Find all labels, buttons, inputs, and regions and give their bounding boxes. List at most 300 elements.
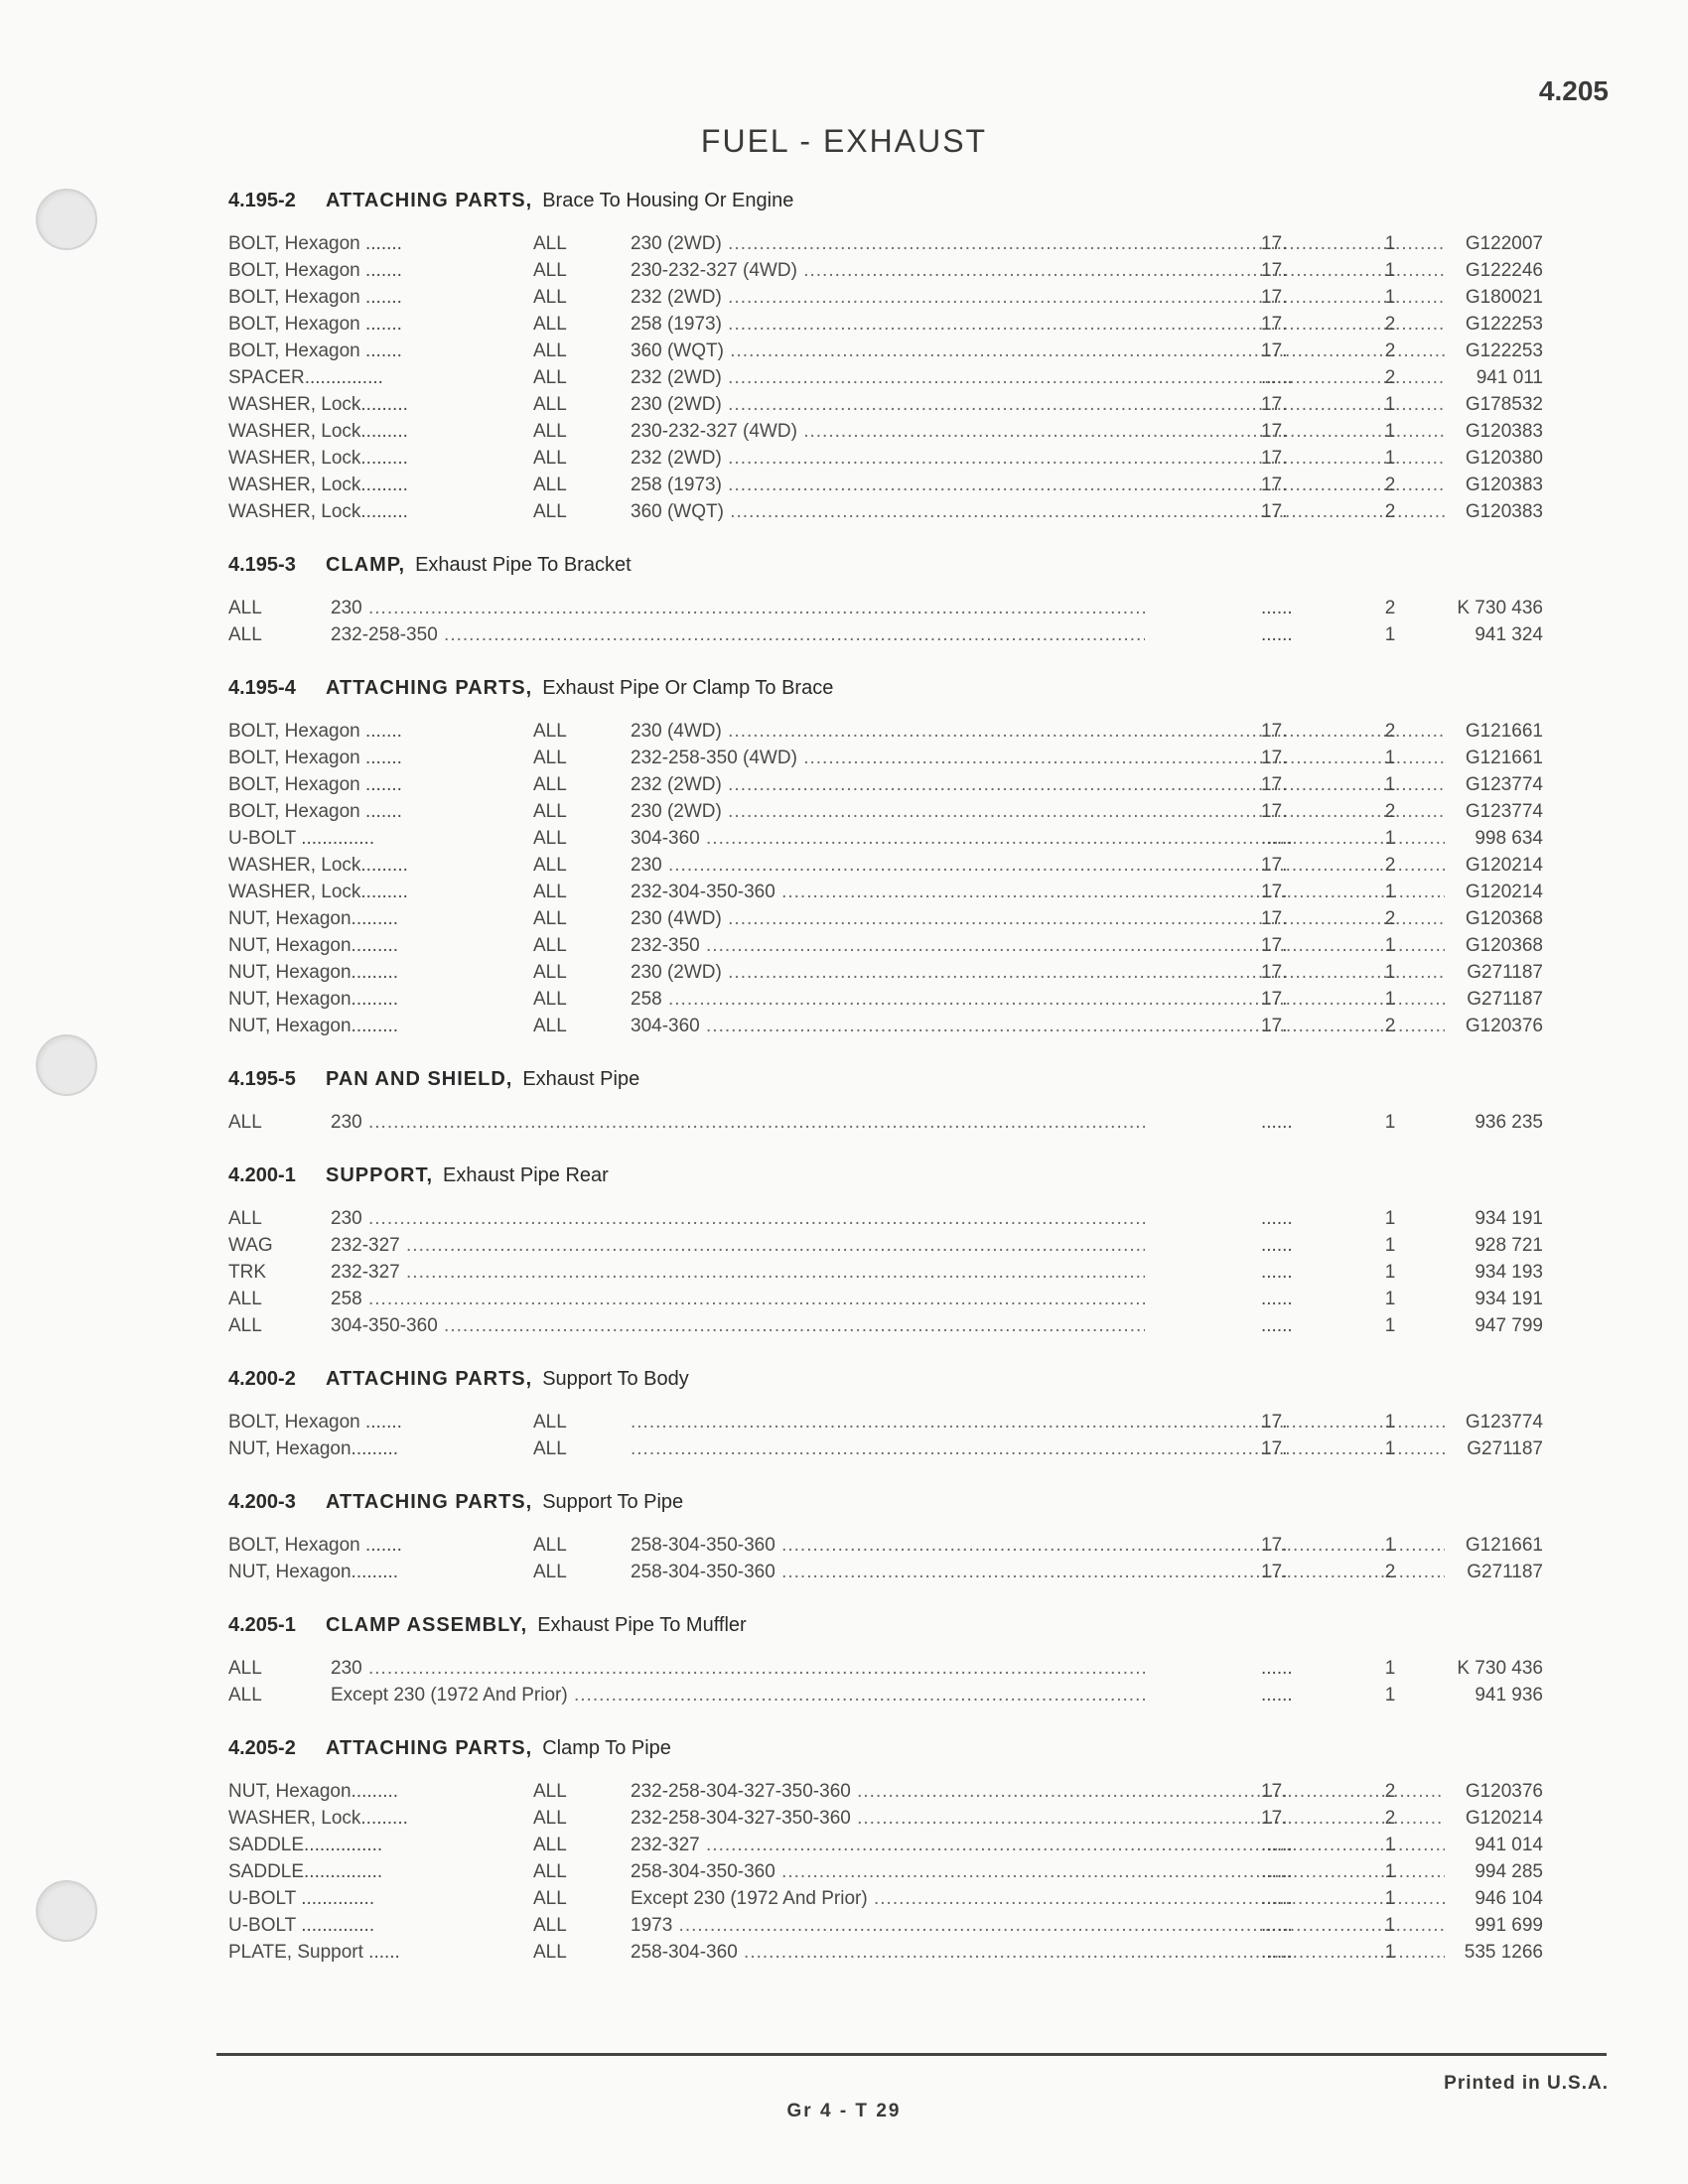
model-code: ALL xyxy=(533,1781,567,1802)
quantity: 1 xyxy=(1384,1438,1396,1459)
application: 230 (2WD) ..... xyxy=(631,391,1445,418)
quantity: 1 xyxy=(1384,1315,1396,1336)
application: 304-360 ..... xyxy=(631,1013,1445,1039)
application: 258-304-360 ..... xyxy=(631,1939,1445,1966)
section-description: Support To Pipe xyxy=(542,1490,684,1513)
section-number: 4.195-4 xyxy=(228,676,296,699)
quantity: 1 xyxy=(1384,882,1396,902)
part-row xyxy=(228,1885,1543,1912)
model-code: ALL xyxy=(533,501,567,522)
part-name: NUT, Hexagon......... xyxy=(228,1562,399,1582)
application: 258 ..... xyxy=(331,1286,1145,1312)
section-number: 4.195-2 xyxy=(228,189,296,211)
part-number: 934 191 xyxy=(1475,1208,1543,1229)
part-number: 934 193 xyxy=(1475,1262,1543,1283)
quantity: 2 xyxy=(1384,475,1396,495)
part-number: 994 285 xyxy=(1475,1861,1543,1882)
part-row xyxy=(228,1435,1543,1462)
group-number: 17. xyxy=(1261,855,1288,876)
part-name: WASHER, Lock......... xyxy=(228,855,408,876)
part-row xyxy=(228,771,1543,798)
model-code: ALL xyxy=(228,1289,262,1309)
part-number: G120368 xyxy=(1465,908,1543,929)
part-number: G121661 xyxy=(1465,1535,1543,1556)
application: 230 (2WD) ..... xyxy=(631,959,1445,986)
part-number: 928 721 xyxy=(1475,1235,1543,1256)
part-number: 946 104 xyxy=(1475,1888,1543,1909)
quantity: 2 xyxy=(1384,801,1396,822)
binder-hole-bottom xyxy=(36,1880,97,1942)
group-number: 17. xyxy=(1261,314,1288,335)
quantity: 2 xyxy=(1384,341,1396,361)
part-row xyxy=(228,1559,1543,1585)
part-name: BOLT, Hexagon ....... xyxy=(228,341,402,361)
part-row xyxy=(228,1259,1543,1286)
part-name: WASHER, Lock......... xyxy=(228,1808,408,1829)
section-header xyxy=(228,179,1539,222)
application: 258 (1973) ..... xyxy=(631,472,1445,498)
quantity: 1 xyxy=(1384,1835,1396,1855)
model-code: ALL xyxy=(533,989,567,1010)
group-number: 17. xyxy=(1261,774,1288,795)
quantity: 2 xyxy=(1384,501,1396,522)
part-number: G178532 xyxy=(1465,394,1543,415)
printed-in-label: Printed in U.S.A. xyxy=(1444,2073,1609,2094)
section-part-name: SUPPORT, xyxy=(326,1163,434,1186)
application: 232-258-304-327-350-360 ..... xyxy=(631,1805,1445,1832)
part-name: NUT, Hexagon......... xyxy=(228,1016,399,1036)
parts-section xyxy=(228,1154,1543,1339)
group-number: ...... xyxy=(1261,1208,1293,1229)
part-row xyxy=(228,879,1543,905)
part-row xyxy=(228,718,1543,745)
model-code: ALL xyxy=(533,1888,567,1909)
model-code: ALL xyxy=(533,287,567,308)
section-description: Exhaust Pipe Or Clamp To Brace xyxy=(542,676,834,699)
part-name: NUT, Hexagon......... xyxy=(228,962,399,983)
part-number: G271187 xyxy=(1467,1562,1543,1582)
part-row xyxy=(228,1532,1543,1559)
quantity: 1 xyxy=(1384,1289,1396,1309)
part-row xyxy=(228,472,1543,498)
part-row xyxy=(228,1312,1543,1339)
section-part-name: CLAMP, xyxy=(326,553,406,576)
part-name: NUT, Hexagon......... xyxy=(228,935,399,956)
application: 230 ..... xyxy=(331,1205,1145,1232)
part-number: G120383 xyxy=(1465,475,1543,495)
part-number: 535 1266 xyxy=(1464,1942,1543,1963)
group-number: ...... xyxy=(1261,1658,1293,1679)
section-header xyxy=(228,1154,1539,1197)
model-code: ALL xyxy=(228,1658,262,1679)
part-row xyxy=(228,1912,1543,1939)
part-name: BOLT, Hexagon ....... xyxy=(228,801,402,822)
group-number: 17. xyxy=(1261,260,1288,281)
group-number: ...... xyxy=(1261,1262,1293,1283)
part-number: 998 634 xyxy=(1475,828,1543,849)
part-number: 941 936 xyxy=(1475,1685,1543,1706)
application: 232 (2WD) ..... xyxy=(631,284,1445,311)
part-row xyxy=(228,418,1543,445)
group-number: 17. xyxy=(1261,908,1288,929)
section-number: 4.200-3 xyxy=(228,1490,296,1513)
application: 258 ..... xyxy=(631,986,1445,1013)
group-number: ...... xyxy=(1261,1888,1293,1909)
quantity: 1 xyxy=(1384,1235,1396,1256)
quantity: 1 xyxy=(1384,748,1396,768)
group-number: ...... xyxy=(1261,1289,1293,1309)
section-description: Support To Body xyxy=(542,1367,689,1390)
group-number: 17. xyxy=(1261,501,1288,522)
quantity: 1 xyxy=(1384,1888,1396,1909)
quantity: 1 xyxy=(1384,1915,1396,1936)
quantity: 2 xyxy=(1384,1016,1396,1036)
section-part-name: ATTACHING PARTS, xyxy=(326,1367,533,1390)
quantity: 1 xyxy=(1384,828,1396,849)
part-row xyxy=(228,1232,1543,1259)
parts-section xyxy=(228,1057,1543,1136)
group-number: 17. xyxy=(1261,421,1288,442)
quantity: 1 xyxy=(1384,962,1396,983)
quantity: 1 xyxy=(1384,260,1396,281)
section-rows xyxy=(228,595,1543,648)
quantity: 1 xyxy=(1384,1208,1396,1229)
application: 232 (2WD) ..... xyxy=(631,364,1445,391)
group-number: ...... xyxy=(1261,1235,1293,1256)
section-header xyxy=(228,1603,1539,1647)
quantity: 1 xyxy=(1384,989,1396,1010)
quantity: 1 xyxy=(1384,1685,1396,1706)
part-row xyxy=(228,1013,1543,1039)
model-code: ALL xyxy=(533,233,567,254)
application: 258 (1973) ..... xyxy=(631,311,1445,338)
part-number: G122253 xyxy=(1465,341,1543,361)
model-code: ALL xyxy=(533,855,567,876)
application: 360 (WQT) ..... xyxy=(631,498,1445,525)
quantity: 1 xyxy=(1384,1658,1396,1679)
section-part-name: ATTACHING PARTS, xyxy=(326,676,533,699)
part-name: BOLT, Hexagon ....... xyxy=(228,721,402,742)
group-number: 17. xyxy=(1261,721,1288,742)
application: 230 (2WD) ..... xyxy=(631,798,1445,825)
model-code: ALL xyxy=(228,1208,262,1229)
model-code: ALL xyxy=(533,748,567,768)
parts-section xyxy=(228,666,1543,1039)
model-code: ALL xyxy=(533,1016,567,1036)
model-code: ALL xyxy=(533,394,567,415)
group-number: ...... xyxy=(1261,828,1293,849)
part-number: G120383 xyxy=(1465,501,1543,522)
group-number: ...... xyxy=(1261,1861,1293,1882)
quantity: 1 xyxy=(1384,1535,1396,1556)
group-number: ...... xyxy=(1261,1835,1293,1855)
section-part-name: PAN AND SHIELD, xyxy=(326,1067,513,1090)
part-row xyxy=(228,595,1543,621)
group-number: 17. xyxy=(1261,1562,1288,1582)
application: 258-304-350-360 ..... xyxy=(631,1858,1445,1885)
application: 230 ..... xyxy=(331,595,1145,621)
part-number: G120214 xyxy=(1465,882,1543,902)
group-number: ...... xyxy=(1261,367,1293,388)
group-number: 17. xyxy=(1261,341,1288,361)
part-number: K 730 436 xyxy=(1457,1658,1543,1679)
section-rows xyxy=(228,1778,1543,1966)
section-number: 4.205-1 xyxy=(228,1613,296,1636)
model-code: ALL xyxy=(533,260,567,281)
application: 230 ..... xyxy=(631,852,1445,879)
group-number: ...... xyxy=(1261,1685,1293,1706)
quantity: 1 xyxy=(1384,394,1396,415)
part-name: BOLT, Hexagon ....... xyxy=(228,233,402,254)
section-header xyxy=(228,1726,1539,1770)
application: 230 (2WD) ..... xyxy=(631,230,1445,257)
quantity: 2 xyxy=(1384,314,1396,335)
quantity: 1 xyxy=(1384,774,1396,795)
section-number: 4.200-1 xyxy=(228,1163,296,1186)
quantity: 2 xyxy=(1384,908,1396,929)
application: 232 (2WD) ..... xyxy=(631,771,1445,798)
part-number: G123774 xyxy=(1465,1412,1543,1433)
parts-list xyxy=(228,179,1543,1983)
part-row xyxy=(228,1805,1543,1832)
section-description: Exhaust Pipe xyxy=(522,1067,640,1090)
section-part-name: ATTACHING PARTS, xyxy=(326,1736,533,1759)
application: Except 230 (1972 And Prior) ..... xyxy=(331,1682,1145,1708)
group-number: 17. xyxy=(1261,1535,1288,1556)
part-name: NUT, Hexagon......... xyxy=(228,908,399,929)
part-number: G180021 xyxy=(1465,287,1543,308)
parts-section xyxy=(228,1603,1543,1708)
model-code: ALL xyxy=(533,882,567,902)
part-row xyxy=(228,986,1543,1013)
section-description: Exhaust Pipe To Muffler xyxy=(537,1613,747,1636)
part-name: BOLT, Hexagon ....... xyxy=(228,260,402,281)
part-row xyxy=(228,932,1543,959)
part-row xyxy=(228,959,1543,986)
part-number: G120376 xyxy=(1465,1016,1543,1036)
group-number: 17. xyxy=(1261,801,1288,822)
part-name: BOLT, Hexagon ....... xyxy=(228,1535,402,1556)
section-rows xyxy=(228,1205,1543,1339)
part-name: PLATE, Support ...... xyxy=(228,1942,400,1963)
model-code: ALL xyxy=(533,367,567,388)
section-rows xyxy=(228,1109,1543,1136)
application: 232-350 ..... xyxy=(631,932,1445,959)
model-code: ALL xyxy=(533,908,567,929)
section-number: 4.195-5 xyxy=(228,1067,296,1090)
part-name: WASHER, Lock......... xyxy=(228,421,408,442)
section-number: 4.200-2 xyxy=(228,1367,296,1390)
application: 232-327 ..... xyxy=(331,1259,1145,1286)
part-row xyxy=(228,1778,1543,1805)
part-number: 941 014 xyxy=(1475,1835,1543,1855)
model-code: WAG xyxy=(228,1235,273,1256)
group-number: 17. xyxy=(1261,962,1288,983)
part-number: G120368 xyxy=(1465,935,1543,956)
model-code: ALL xyxy=(533,475,567,495)
group-number: 17. xyxy=(1261,394,1288,415)
quantity: 2 xyxy=(1384,721,1396,742)
part-number: 941 324 xyxy=(1475,624,1543,645)
part-number: 991 699 xyxy=(1475,1915,1543,1936)
application: 230 (4WD) ..... xyxy=(631,718,1445,745)
application: 230-232-327 (4WD) ..... xyxy=(631,418,1445,445)
application: 304-350-360 ..... xyxy=(331,1312,1145,1339)
part-name: NUT, Hexagon......... xyxy=(228,1438,399,1459)
part-row xyxy=(228,230,1543,257)
group-number: ...... xyxy=(1261,1942,1293,1963)
part-row xyxy=(228,825,1543,852)
part-row xyxy=(228,1286,1543,1312)
part-number: K 730 436 xyxy=(1457,598,1543,618)
application: 1973 ..... xyxy=(631,1912,1445,1939)
model-code: ALL xyxy=(533,1412,567,1433)
application: 232-327 ..... xyxy=(331,1232,1145,1259)
part-row xyxy=(228,852,1543,879)
model-code: ALL xyxy=(533,448,567,469)
application: 230-232-327 (4WD) ..... xyxy=(631,257,1445,284)
part-row xyxy=(228,1682,1543,1708)
part-name: WASHER, Lock......... xyxy=(228,475,408,495)
part-row xyxy=(228,1832,1543,1858)
group-number: 17. xyxy=(1261,475,1288,495)
application: 232-304-350-360 ..... xyxy=(631,879,1445,905)
section-rows xyxy=(228,1532,1543,1585)
part-number: 941 011 xyxy=(1476,367,1543,388)
part-row xyxy=(228,311,1543,338)
quantity: 1 xyxy=(1384,1942,1396,1963)
part-number: G120214 xyxy=(1465,855,1543,876)
model-code: ALL xyxy=(228,1685,262,1706)
part-name: BOLT, Hexagon ....... xyxy=(228,748,402,768)
group-number: ...... xyxy=(1261,1315,1293,1336)
section-header xyxy=(228,666,1539,710)
group-number: 17. xyxy=(1261,1016,1288,1036)
quantity: 1 xyxy=(1384,1262,1396,1283)
part-row xyxy=(228,905,1543,932)
group-number: ...... xyxy=(1261,598,1293,618)
part-number: G120383 xyxy=(1465,421,1543,442)
part-number: G271187 xyxy=(1467,962,1543,983)
model-code: TRK xyxy=(228,1262,266,1283)
group-code: Gr 4 - T 29 xyxy=(786,2101,902,2121)
section-number: 4.195-3 xyxy=(228,553,296,576)
model-code: ALL xyxy=(533,828,567,849)
section-description: Clamp To Pipe xyxy=(542,1736,671,1759)
application: 232-258-304-327-350-360 ..... xyxy=(631,1778,1445,1805)
model-code: ALL xyxy=(228,1112,262,1133)
part-row xyxy=(228,1939,1543,1966)
section-part-name: ATTACHING PARTS, xyxy=(326,189,533,211)
quantity: 1 xyxy=(1384,448,1396,469)
model-code: ALL xyxy=(533,962,567,983)
model-code: ALL xyxy=(533,1835,567,1855)
part-number: G123774 xyxy=(1465,801,1543,822)
model-code: ALL xyxy=(533,1915,567,1936)
model-code: ALL xyxy=(533,1808,567,1829)
part-row xyxy=(228,257,1543,284)
part-number: G121661 xyxy=(1465,748,1543,768)
section-header xyxy=(228,1357,1539,1401)
group-number: 17. xyxy=(1261,448,1288,469)
part-number: 936 235 xyxy=(1475,1112,1543,1133)
section-header xyxy=(228,1480,1539,1524)
quantity: 1 xyxy=(1384,1861,1396,1882)
section-number: 4.205-2 xyxy=(228,1736,296,1759)
part-name: BOLT, Hexagon ....... xyxy=(228,1412,402,1433)
section-part-name: CLAMP ASSEMBLY, xyxy=(326,1613,528,1636)
part-number: G271187 xyxy=(1467,989,1543,1010)
group-number: 17. xyxy=(1261,1781,1288,1802)
group-number: 17. xyxy=(1261,233,1288,254)
quantity: 1 xyxy=(1384,935,1396,956)
quantity: 2 xyxy=(1384,855,1396,876)
section-rows xyxy=(228,230,1543,525)
application: Except 230 (1972 And Prior) ..... xyxy=(631,1885,1445,1912)
model-code: ALL xyxy=(533,935,567,956)
model-code: ALL xyxy=(533,1861,567,1882)
application: 304-360 ..... xyxy=(631,825,1445,852)
part-number: G123774 xyxy=(1465,774,1543,795)
section-description: Exhaust Pipe To Bracket xyxy=(415,553,632,576)
part-row xyxy=(228,1205,1543,1232)
part-number: G121661 xyxy=(1465,721,1543,742)
binder-hole-middle xyxy=(36,1034,97,1096)
quantity: 2 xyxy=(1384,367,1396,388)
section-header xyxy=(228,1057,1539,1101)
part-row xyxy=(228,1409,1543,1435)
group-number: ...... xyxy=(1261,1112,1293,1133)
part-number: G122246 xyxy=(1465,260,1543,281)
application: 258-304-350-360 ..... xyxy=(631,1532,1445,1559)
part-name: BOLT, Hexagon ....... xyxy=(228,774,402,795)
section-description: Exhaust Pipe Rear xyxy=(443,1163,609,1186)
parts-section xyxy=(228,1357,1543,1462)
part-row xyxy=(228,498,1543,525)
quantity: 2 xyxy=(1384,1808,1396,1829)
group-number: ...... xyxy=(1261,624,1293,645)
quantity: 2 xyxy=(1384,1562,1396,1582)
part-row xyxy=(228,1655,1543,1682)
section-part-name: ATTACHING PARTS, xyxy=(326,1490,533,1513)
group-number: 17. xyxy=(1261,989,1288,1010)
application: 360 (WQT) ..... xyxy=(631,338,1445,364)
footer-divider xyxy=(216,2053,1607,2056)
quantity: 2 xyxy=(1384,1781,1396,1802)
page-number: 4.205 xyxy=(1538,75,1609,106)
parts-section xyxy=(228,179,1543,525)
application: 232-258-350 (4WD) ..... xyxy=(631,745,1445,771)
part-row xyxy=(228,1858,1543,1885)
application: 232-327 ..... xyxy=(631,1832,1445,1858)
quantity: 1 xyxy=(1384,421,1396,442)
part-name: U-BOLT .............. xyxy=(228,1915,375,1936)
part-number: G120380 xyxy=(1465,448,1543,469)
section-rows xyxy=(228,1409,1543,1462)
part-name: NUT, Hexagon......... xyxy=(228,1781,399,1802)
parts-section xyxy=(228,543,1543,648)
model-code: ALL xyxy=(533,341,567,361)
model-code: ALL xyxy=(533,1942,567,1963)
part-name: BOLT, Hexagon ....... xyxy=(228,287,402,308)
part-number: G122007 xyxy=(1465,233,1543,254)
model-code: ALL xyxy=(533,774,567,795)
quantity: 1 xyxy=(1384,233,1396,254)
quantity: 1 xyxy=(1384,624,1396,645)
group-number: 17. xyxy=(1261,287,1288,308)
application: 232 (2WD) ..... xyxy=(631,445,1445,472)
section-header xyxy=(228,543,1539,587)
